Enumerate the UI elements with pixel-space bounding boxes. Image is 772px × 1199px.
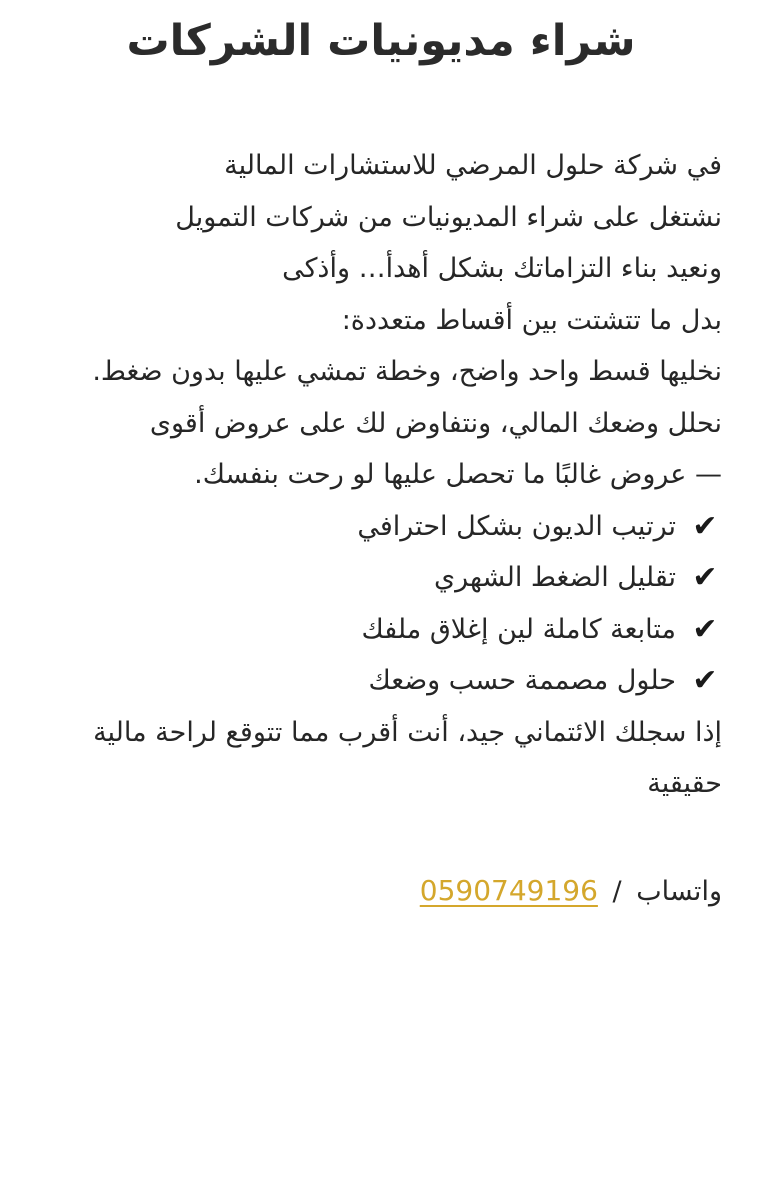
phone-link[interactable]: 0590749196	[419, 873, 598, 907]
page-title: شراء مديونيات الشركات	[126, 16, 636, 66]
benefit-text: تقليل الضغط الشهري	[434, 562, 676, 593]
check-mark-icon: ✔	[692, 663, 718, 698]
benefit-item	[40, 552, 722, 604]
body-line: — عروض غالبًا ما تحصل عليها لو رحت بنفسك.	[194, 459, 722, 490]
whatsapp-label: واتساب	[636, 875, 722, 907]
benefit-text: ترتيب الديون بشكل احترافي	[357, 510, 676, 542]
contact-line	[40, 865, 722, 918]
body-line: ونعيد بناء التزاماتك بشكل أهدأ… وأذكى	[282, 253, 722, 284]
body-line: في شركة حلول المرضي للاستشارات المالية	[224, 150, 722, 181]
benefit-item	[40, 604, 722, 656]
closing-line: حقيقية	[647, 768, 722, 799]
check-mark-icon: ✔	[692, 508, 718, 544]
check-mark-icon: ✔	[692, 611, 718, 647]
spacer	[40, 810, 722, 865]
benefit-text: حلول مصممة حسب وضعك	[368, 665, 676, 696]
body-line: بدل ما تتشتت بين أقساط متعددة:	[341, 304, 722, 336]
benefit-item	[40, 655, 722, 707]
check-mark-icon: ✔	[692, 560, 718, 595]
contact-separator: /	[612, 875, 622, 907]
body-line: نخليها قسط واحد واضح، وخطة تمشي عليها بدون ضغط.	[92, 356, 722, 387]
closing-line: إذا سجلك الائتماني جيد، أنت أقرب مما تتوقع لراحة مالية	[93, 716, 722, 748]
article-body	[40, 140, 722, 917]
body-line: نحلل وضعك المالي، ونتفاوض لك على عروض أقوى	[149, 407, 722, 439]
benefit-item	[40, 501, 722, 553]
body-line: نشتغل على شراء المديونيات من شركات التمويل	[175, 201, 722, 233]
benefit-text: متابعة كاملة لين إغلاق ملفك	[361, 613, 676, 645]
